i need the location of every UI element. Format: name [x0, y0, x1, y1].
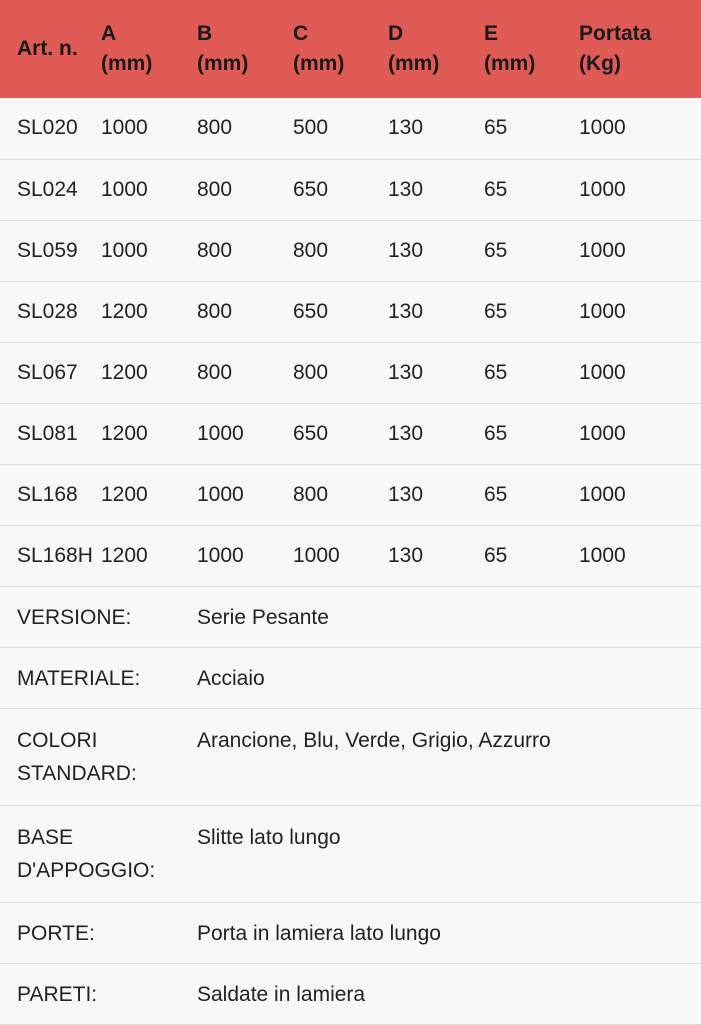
cell-a: 1200	[101, 403, 197, 464]
spec-row-versione	[0, 586, 701, 647]
cell-d: 130	[388, 281, 484, 342]
cell-b: 1000	[197, 464, 293, 525]
spec-label: VERSIONE:	[0, 586, 197, 647]
cell-b: 800	[197, 342, 293, 403]
cell-c: 800	[293, 220, 388, 281]
spec-row-porte	[0, 902, 701, 963]
cell-a: 1000	[101, 220, 197, 281]
header-b: B (mm)	[197, 0, 293, 98]
cell-c: 1000	[293, 525, 388, 586]
cell-art: SL168H	[0, 525, 101, 586]
cell-art: SL028	[0, 281, 101, 342]
cell-d: 130	[388, 98, 484, 159]
cell-b: 800	[197, 220, 293, 281]
cell-c: 650	[293, 281, 388, 342]
header-a: A (mm)	[101, 0, 197, 98]
spec-value: Slitte lato lungo	[197, 805, 701, 902]
cell-portata: 1000	[579, 98, 701, 159]
cell-a: 1200	[101, 281, 197, 342]
table-row	[0, 525, 701, 586]
cell-d: 130	[388, 464, 484, 525]
header-art: Art. n.	[0, 0, 101, 98]
cell-d: 130	[388, 525, 484, 586]
cell-portata: 1000	[579, 220, 701, 281]
header-portata: Portata (Kg)	[579, 0, 701, 98]
cell-portata: 1000	[579, 525, 701, 586]
cell-d: 130	[388, 403, 484, 464]
table-row	[0, 403, 701, 464]
spec-value: Arancione, Blu, Verde, Grigio, Azzurro	[197, 708, 701, 805]
spec-value: Acciaio	[197, 647, 701, 708]
cell-art: SL020	[0, 98, 101, 159]
cell-e: 65	[484, 525, 579, 586]
spec-value: Serie Pesante	[197, 586, 701, 647]
cell-c: 800	[293, 464, 388, 525]
table-row	[0, 220, 701, 281]
cell-art: SL067	[0, 342, 101, 403]
spec-label: COLORI STANDARD:	[0, 708, 197, 805]
cell-d: 130	[388, 342, 484, 403]
table-row	[0, 342, 701, 403]
spec-value: Saldate in lamiera	[197, 963, 701, 1024]
spec-row-colori	[0, 708, 701, 805]
cell-b: 1000	[197, 403, 293, 464]
spec-label: MATERIALE:	[0, 647, 197, 708]
cell-a: 1200	[101, 525, 197, 586]
cell-a: 1000	[101, 98, 197, 159]
cell-c: 650	[293, 403, 388, 464]
cell-d: 130	[388, 220, 484, 281]
table-row	[0, 98, 701, 159]
spec-label: BASE D'APPOGGIO:	[0, 805, 197, 902]
header-row	[0, 0, 701, 98]
cell-d: 130	[388, 159, 484, 220]
cell-c: 800	[293, 342, 388, 403]
spec-label: PORTE:	[0, 902, 197, 963]
cell-portata: 1000	[579, 159, 701, 220]
cell-e: 65	[484, 281, 579, 342]
cell-b: 800	[197, 281, 293, 342]
cell-e: 65	[484, 159, 579, 220]
cell-a: 1200	[101, 464, 197, 525]
cell-art: SL081	[0, 403, 101, 464]
cell-e: 65	[484, 98, 579, 159]
cell-b: 1000	[197, 525, 293, 586]
header-d: D (mm)	[388, 0, 484, 98]
cell-e: 65	[484, 342, 579, 403]
header-e: E (mm)	[484, 0, 579, 98]
table-row	[0, 159, 701, 220]
cell-c: 500	[293, 98, 388, 159]
spec-label: PARETI:	[0, 963, 197, 1024]
cell-c: 650	[293, 159, 388, 220]
spec-row-pareti	[0, 963, 701, 1024]
table-row	[0, 464, 701, 525]
spec-row-materiale	[0, 647, 701, 708]
cell-b: 800	[197, 159, 293, 220]
cell-portata: 1000	[579, 281, 701, 342]
cell-a: 1200	[101, 342, 197, 403]
cell-art: SL024	[0, 159, 101, 220]
cell-e: 65	[484, 220, 579, 281]
cell-portata: 1000	[579, 342, 701, 403]
cell-a: 1000	[101, 159, 197, 220]
cell-art: SL059	[0, 220, 101, 281]
cell-e: 65	[484, 403, 579, 464]
cell-portata: 1000	[579, 464, 701, 525]
header-c: C (mm)	[293, 0, 388, 98]
spec-value: Porta in lamiera lato lungo	[197, 902, 701, 963]
cell-portata: 1000	[579, 403, 701, 464]
cell-b: 800	[197, 98, 293, 159]
cell-art: SL168	[0, 464, 101, 525]
spec-row-base	[0, 805, 701, 902]
cell-e: 65	[484, 464, 579, 525]
table-row	[0, 281, 701, 342]
